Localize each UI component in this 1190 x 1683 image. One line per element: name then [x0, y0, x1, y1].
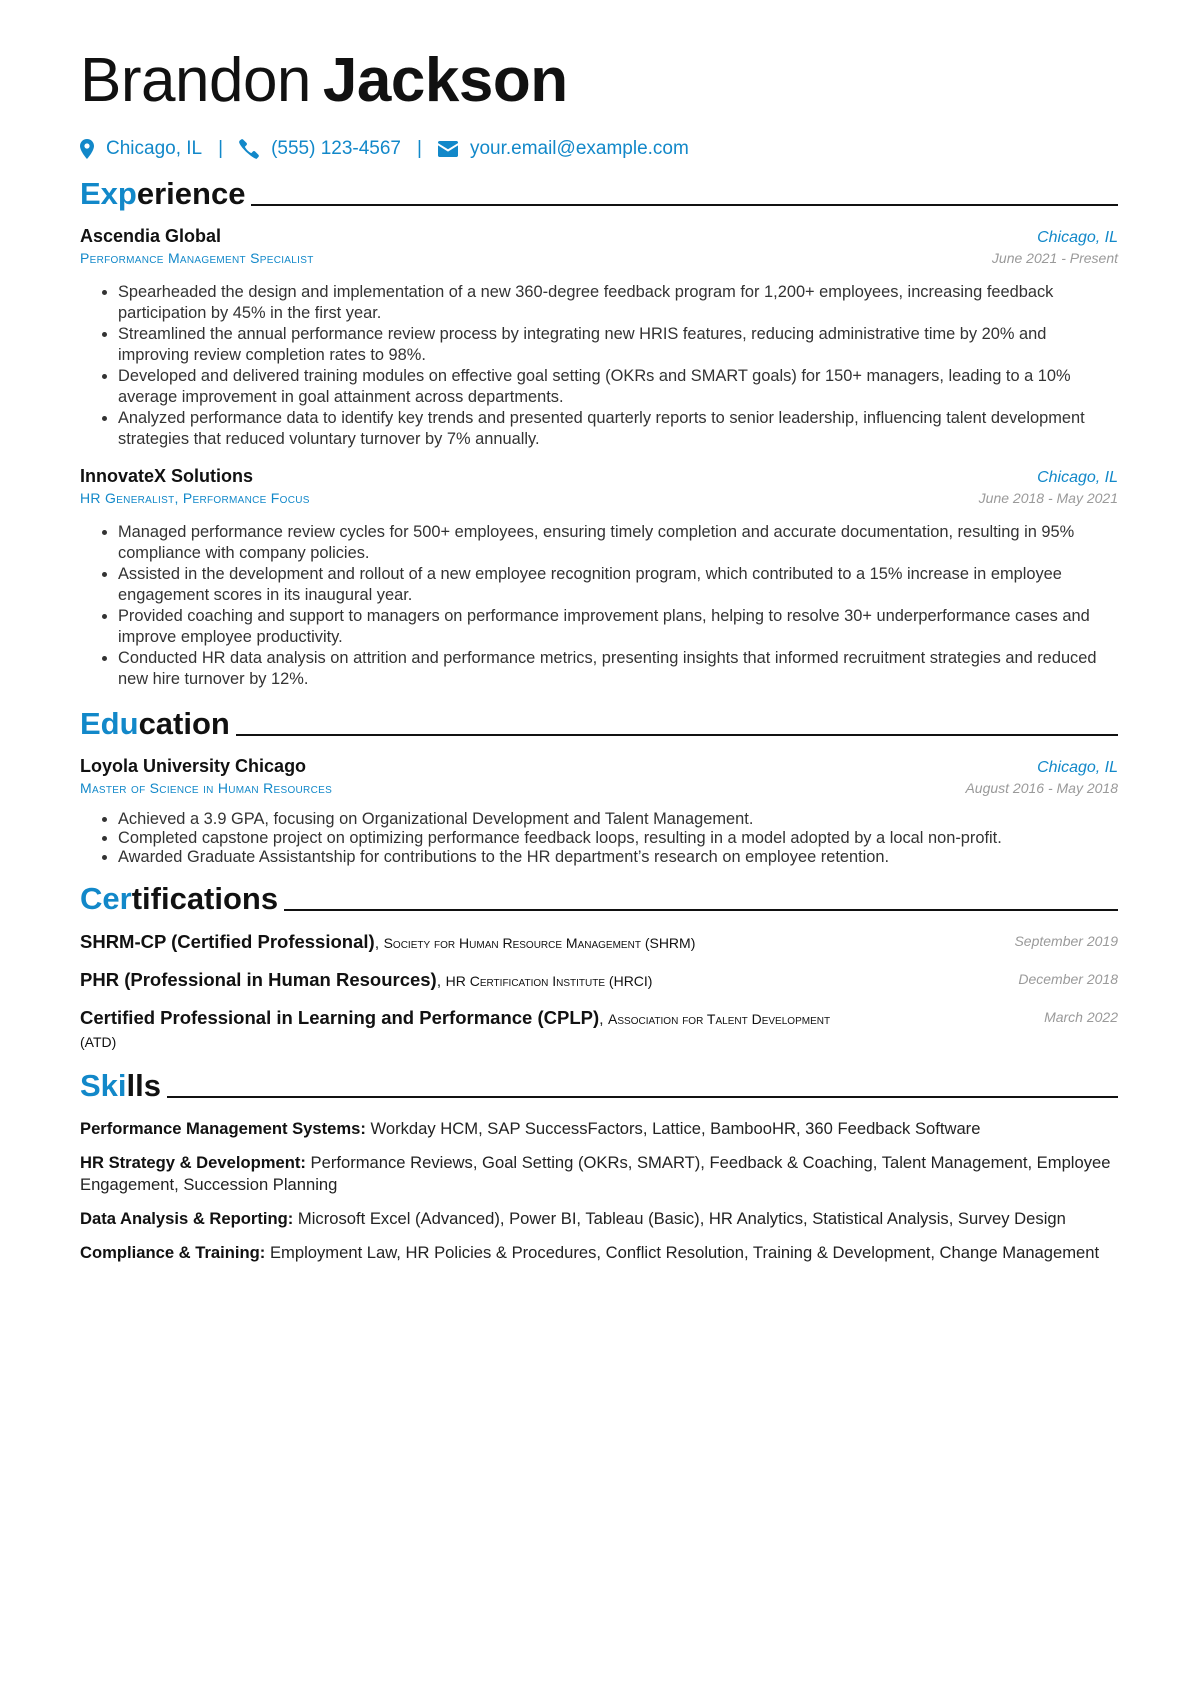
- contact-location: [80, 138, 202, 160]
- education-entry: [80, 756, 1118, 867]
- certification-date: March 2022: [1044, 1009, 1118, 1025]
- education-dates: August 2016 - May 2018: [965, 780, 1118, 796]
- certification-issuer: Society for Human Resource Management (SHRM): [383, 935, 696, 951]
- company-name: InnovateX Solutions: [80, 466, 254, 486]
- achievement-list: [80, 522, 1118, 690]
- experience-entry: [80, 226, 1118, 450]
- job-dates: June 2021 - Present: [991, 250, 1118, 266]
- list-item: • Conducted HR data analysis on attrition and performance metrics, presenting insights that informed recruitment strategies and reduced new hire turnover by 12%.: [118, 648, 1118, 690]
- first-name: Brandon: [80, 46, 311, 115]
- envelope-icon: [438, 141, 458, 157]
- skill-values: Microsoft Excel (Advanced), Power BI, Tableau (Basic), HR Analytics, Statistical Analysis, Survey Design: [297, 1209, 1066, 1228]
- job-title: Performance Management Specialist: [80, 250, 314, 266]
- certification-name: SHRM-CP (Certified Professional): [80, 931, 375, 952]
- school-name: Loyola University Chicago: [80, 756, 307, 776]
- experience-section-header: [80, 172, 1118, 212]
- email-link[interactable]: your.email@example.com: [469, 138, 689, 159]
- job-title: HR Generalist, Performance Focus: [80, 490, 310, 506]
- skill-values: Performance Reviews, Goal Setting (OKRs, SMART), Feedback & Coaching, Talent Management, Employee Engagement, Succession Planning: [80, 1153, 1111, 1194]
- list-item: • Assisted in the development and rollout of a new employee recognition program, which contributed to a 15% increase in employee engagement scores in its inaugural year.: [118, 564, 1118, 606]
- list-item: • Achieved a 3.9 GPA, focusing on Organizational Development and Talent Management.: [118, 810, 1118, 829]
- phone-icon: [239, 139, 259, 159]
- certification-date: December 2018: [1018, 971, 1118, 987]
- candidate-name: [80, 40, 1118, 122]
- phone-text[interactable]: (555) 123-4567: [271, 138, 401, 159]
- skill-line: [80, 1242, 1118, 1264]
- list-item: • Analyzed performance data to identify key trends and presented quarterly reports to senior leadership, influencing talent development strategies that reduced voluntary turnover by 7% annually.: [118, 408, 1118, 450]
- section-divider: [236, 734, 1118, 736]
- contact-bar: [80, 134, 1118, 164]
- job-location: Chicago, IL: [1037, 229, 1118, 246]
- certification-item: Certified Professional in Learning and Performance (CPLP), Association for Talent Development (ATD) March 2022: [80, 1007, 1118, 1054]
- certification-item: SHRM-CP (Certified Professional), Society for Human Resource Management (SHRM) September 2019: [80, 931, 1118, 955]
- job-location: Chicago, IL: [1037, 469, 1118, 486]
- certification-issuer: HR Certification Institute (HRCI): [445, 973, 653, 989]
- certifications-section-header: [80, 877, 1118, 917]
- skill-line: [80, 1208, 1118, 1230]
- skill-values: Employment Law, HR Policies & Procedures, Conflict Resolution, Training & Development, Change Management: [269, 1243, 1100, 1262]
- map-pin-icon: [80, 139, 94, 159]
- list-item: • Completed capstone project on optimizing performance feedback loops, resulting in a model adopted by a local non-profit.: [118, 829, 1118, 848]
- school-location: Chicago, IL: [1037, 759, 1118, 776]
- contact-phone: [239, 138, 401, 160]
- degree-title: Master of Science in Human Resources: [80, 780, 333, 796]
- contact-separator: |: [417, 138, 422, 159]
- section-divider: [167, 1096, 1118, 1098]
- skill-category: Performance Management Systems:: [80, 1119, 366, 1138]
- resume-content: [80, 40, 1118, 1264]
- list-item: • Streamlined the annual performance review process by integrating new HRIS features, reducing administrative time by 20% and improving review completion rates to 98%.: [118, 324, 1118, 366]
- location-text: Chicago, IL: [106, 138, 203, 159]
- certification-name: PHR (Professional in Human Resources): [80, 969, 437, 990]
- experience-entry: [80, 466, 1118, 690]
- skills-section-header: [80, 1064, 1118, 1104]
- contact-email: [438, 138, 689, 160]
- contact-separator: |: [218, 138, 224, 159]
- section-title: Experience: [80, 176, 246, 211]
- company-name: Ascendia Global: [80, 226, 222, 246]
- certification-issuer: Association for Talent Development (ATD): [80, 1011, 831, 1050]
- certification-name: Certified Professional in Learning and Performance (CPLP): [80, 1007, 600, 1028]
- last-name: Jackson: [322, 46, 568, 115]
- list-item: • Provided coaching and support to managers on performance improvement plans, helping to resolve 30+ underperformance cases and improve employee productivity.: [118, 606, 1118, 648]
- education-section-header: [80, 702, 1118, 742]
- certification-date: September 2019: [1014, 933, 1118, 949]
- skill-line: [80, 1152, 1118, 1196]
- section-title: Skills: [80, 1068, 161, 1103]
- section-divider: [251, 204, 1118, 206]
- education-highlights: [80, 810, 1118, 867]
- job-dates: June 2018 - May 2021: [978, 490, 1118, 506]
- skill-category: Compliance & Training:: [80, 1243, 266, 1262]
- skill-category: Data Analysis & Reporting:: [80, 1209, 294, 1228]
- list-item: • Spearheaded the design and implementation of a new 360-degree feedback program for 1,200+ employees, increasing feedback participation by 45% in the first year.: [118, 282, 1118, 324]
- section-title: Certifications: [80, 881, 279, 916]
- list-item: • Awarded Graduate Assistantship for contributions to the HR department’s research on employee retention.: [118, 848, 1118, 867]
- section-title: Education: [80, 706, 230, 741]
- section-divider: [284, 909, 1118, 911]
- skill-line: [80, 1118, 1118, 1140]
- achievement-list: [80, 282, 1118, 450]
- skill-values: Workday HCM, SAP SuccessFactors, Lattice, BambooHR, 360 Feedback Software: [370, 1119, 981, 1138]
- list-item: • Managed performance review cycles for 500+ employees, ensuring timely completion and accurate documentation, resulting in 95% compliance with company policies.: [118, 522, 1118, 564]
- list-item: • Developed and delivered training modules on effective goal setting (OKRs and SMART goals) for 150+ managers, leading to a 10% average improvement in goal attainment across departments.: [118, 366, 1118, 408]
- skill-category: HR Strategy & Development:: [80, 1153, 306, 1172]
- certification-item: PHR (Professional in Human Resources), HR Certification Institute (HRCI) December 2018: [80, 969, 1118, 993]
